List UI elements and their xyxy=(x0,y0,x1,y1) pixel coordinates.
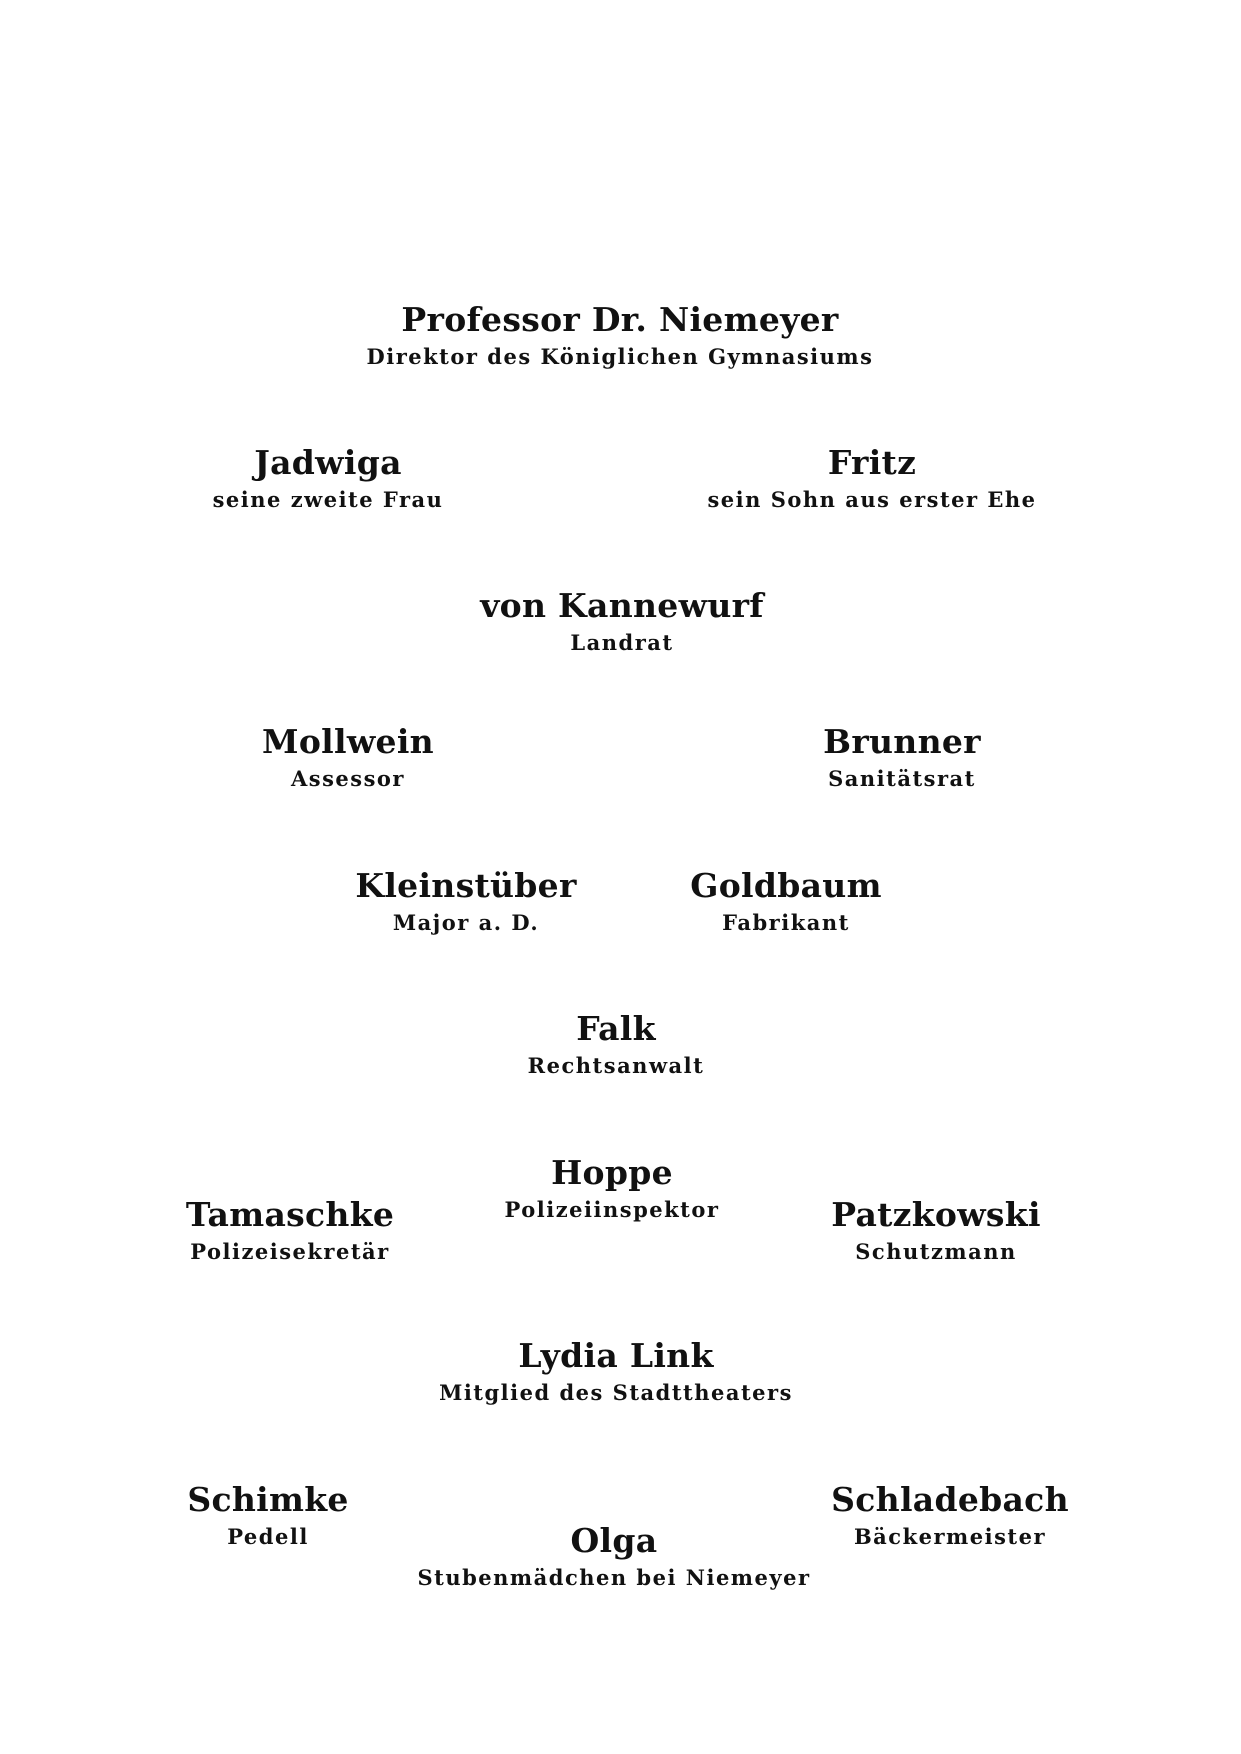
character-role: Stubenmädchen bei Niemeyer xyxy=(417,1565,811,1590)
character-role: Bäckermeister xyxy=(853,1524,1047,1549)
character-name: Professor Dr. Niemeyer xyxy=(401,300,839,339)
character-role: Direktor des Königlichen Gymnasiums xyxy=(366,344,874,369)
cast-entry-goldbaum xyxy=(690,866,882,936)
cast-entry-schimke xyxy=(187,1480,348,1550)
character-role: Major a. D. xyxy=(392,910,540,935)
character-name: Brunner xyxy=(823,722,981,761)
character-role: Pedell xyxy=(227,1524,309,1549)
cast-entry-falk xyxy=(528,1009,705,1079)
cast-entry-fritz xyxy=(707,443,1036,513)
character-name: Falk xyxy=(576,1009,656,1048)
character-role: Mitglied des Stadttheaters xyxy=(439,1380,793,1405)
cast-entry-hoppe xyxy=(505,1153,720,1223)
character-name: Jadwiga xyxy=(254,443,402,482)
character-name: von Kannewurf xyxy=(480,586,764,625)
character-role: Fabrikant xyxy=(722,910,850,935)
character-name: Schimke xyxy=(187,1480,349,1519)
character-role: Polizeisekretär xyxy=(190,1239,390,1264)
character-name: Lydia Link xyxy=(518,1336,714,1375)
cast-entry-tamaschke xyxy=(186,1195,394,1265)
character-name: Olga xyxy=(570,1521,658,1560)
cast-entry-patzkowski xyxy=(831,1195,1041,1265)
cast-entry-jadwiga xyxy=(213,443,444,513)
character-role: Landrat xyxy=(570,630,674,655)
character-name: Kleinstüber xyxy=(355,866,577,905)
character-name: Tamaschke xyxy=(185,1195,395,1234)
cast-entry-kleinstueber xyxy=(355,866,576,936)
cast-entry-schladebach xyxy=(831,1480,1069,1550)
character-role: Rechtsanwalt xyxy=(527,1053,705,1078)
character-name: Schladebach xyxy=(831,1480,1069,1519)
character-role: Polizeiinspektor xyxy=(504,1197,720,1222)
character-role: Schutzmann xyxy=(855,1239,1017,1264)
cast-entry-kannewurf xyxy=(480,586,764,656)
character-name: Goldbaum xyxy=(690,866,882,905)
character-name: Mollwein xyxy=(262,722,434,761)
character-name: Patzkowski xyxy=(831,1195,1041,1234)
character-role: Sanitätsrat xyxy=(828,766,976,791)
character-role: sein Sohn aus erster Ehe xyxy=(707,487,1037,512)
cast-entry-olga xyxy=(417,1521,810,1591)
cast-entry-niemeyer xyxy=(367,300,874,370)
cast-entry-lydia-link xyxy=(439,1336,793,1406)
character-role: seine zweite Frau xyxy=(212,487,444,512)
character-name: Hoppe xyxy=(551,1153,673,1192)
cast-entry-brunner xyxy=(823,722,981,792)
cast-entry-mollwein xyxy=(262,722,434,792)
character-role: Assessor xyxy=(290,766,406,791)
character-name: Fritz xyxy=(827,443,917,482)
